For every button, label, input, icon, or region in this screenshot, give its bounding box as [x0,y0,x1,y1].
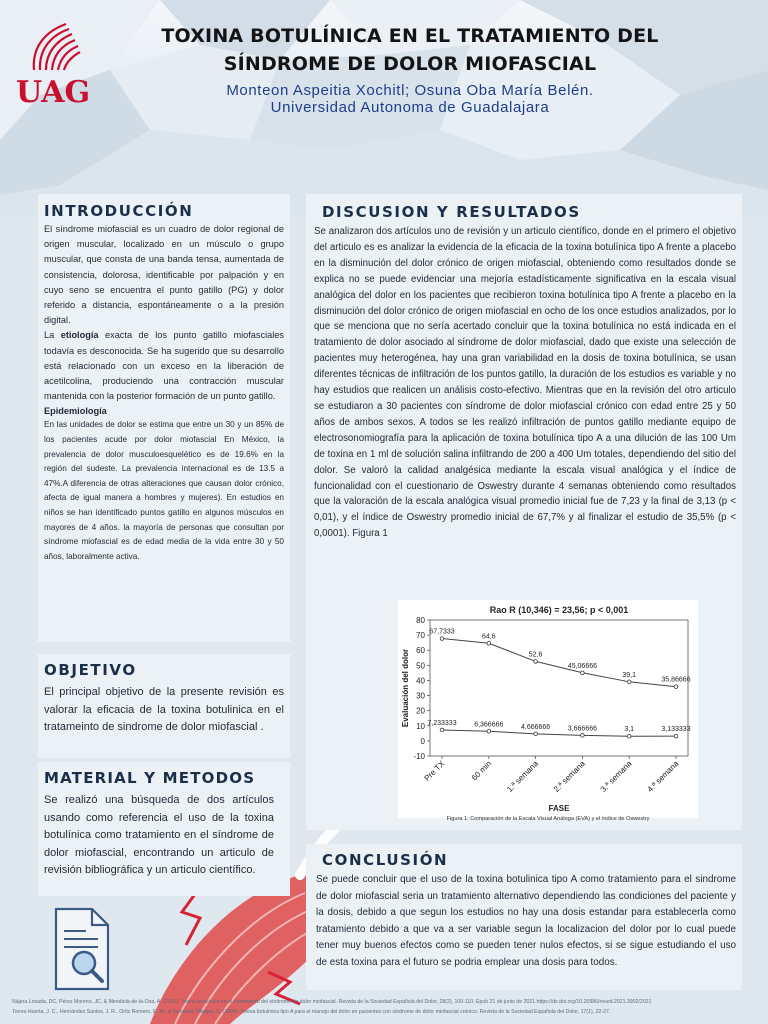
data-point [581,671,585,675]
data-label: 67,7333 [429,628,455,636]
material-panel [38,762,290,896]
svg-text:UAG: UAG [16,75,91,108]
title-line-1: TOXINA BOTULÍNICA EN EL TRATAMIENTO DEL [161,25,659,47]
data-point [440,728,444,732]
data-point [627,734,631,738]
data-label: 3,1 [624,726,635,734]
material-heading: MATERIAL Y METODOS [44,769,256,787]
data-point [487,641,491,645]
data-label: 3,666666 [567,725,598,733]
reference-2: Torres Huerta, J. C., Hernández Santos, J. R., Ortiz Romero, E. M., & Tenopala Villegas, S. (2008). Toxina botulínica tipo A para el manejo del dolor en pacientes con síndrome de dolor miofascial crónico. Revista de la Sociedad Española del Dolor, 17(1), 22-27. [12,1009,611,1015]
data-point [674,734,678,738]
y-tick-label: 80 [416,616,425,625]
chart-svg [398,600,698,818]
uag-logo [14,18,100,108]
y-tick-label: -10 [413,752,425,761]
intro-panel [38,194,290,642]
y-tick-label: 60 [416,646,425,656]
references [12,997,760,1017]
data-point [627,680,631,684]
x-axis-label: FASE [548,804,570,813]
data-point [534,732,538,736]
x-tick-label: 3.ª semana [598,759,634,794]
epidemiologia-heading: Epidemiología [44,406,107,417]
data-label: 4,666666 [520,723,551,731]
y-tick-label: 0 [420,736,425,746]
discusion-heading: DISCUSION Y RESULTADOS [322,203,581,221]
data-point [487,729,491,733]
intro-p2-pre: La [44,330,61,341]
document-search-icon [42,905,120,995]
authors-names: Monteon Aspeitia Xochitl; Osuna Oba María Belén. [226,82,594,99]
data-point [440,637,444,641]
intro-paragraph-2 [44,328,284,404]
objetivo-heading: OBJETIVO [44,661,137,679]
y-tick-label: 20 [416,706,425,716]
y-tick-label: 10 [416,721,425,731]
reference-1: Nájera Losada, DC, Pérez Moreno, JC, & Mendiola-de-la-Osa, A. (2021). Toxina botulínica en el tratamiento del síndrome de dolor miofascial. Revista de la Sociedad Española del Dolor, 28(2), 100-110. Epub 21 de junio de 2021.https://dx.doi.org/10.20986/resed.2021.3902/2021 [12,999,652,1005]
figure-caption: Figura 1: Comparación de la Escala Visual Análoga (EVA) y el índice de Oswestry [446,816,650,822]
objetivo-panel [38,654,290,758]
y-tick-label: 30 [416,691,425,701]
poster-title [110,22,710,78]
authors-institution: Universidad Autonoma de Guadalajara [270,99,550,116]
intro-paragraph-1: El síndrome miofascial es un cuadro de dolor regional de origen muscular, localizado en un músculo o grupo muscular, que consta de una banda tensa, aumentada de consistencia, dolorosa, identificable por palpación y en cuyo seno se encuentra el punto gatillo (PG) y dolor referido a distancia, espontáneamente o a la presión digital. [44,224,284,326]
data-label: 7,233333 [427,719,457,727]
conclusion-text: Se puede concluir que el uso de la toxina botulinica tipo A como tratamiento para el sindrome de dolor miofascial seria un tratamiento alternativo dependiendo las condiciones del paciente y la dosis, debido a que segun los estudios no hay una dosis estandar para establecerla como tratamiento debido a que va a ser variable segun la localizacion del dolor por lo cual puede tener muy buenos efectos como se pueden tener nulos efectos, si se sigue estudiando el uso de esta toxina para el futuro se podria emplear una dosis para todos. [316,874,736,968]
x-tick-label: Pre TX [422,759,447,783]
y-tick-label: 50 [416,661,425,671]
x-tick-label: 1.ª semana [505,759,541,794]
plot-frame [430,620,691,756]
data-label: 39,1 [622,671,637,679]
objetivo-text: El principal objetivo de la presente revisión es valorar la eficacia de la toxina botulinica en el tratameinto de sindrome de dolor miofascial . [44,686,284,734]
intro-heading: INTRODUCCIÓN [44,202,194,220]
conclusion-heading: CONCLUSIÓN [322,851,449,869]
figure-1 [398,600,698,818]
y-tick-label: 40 [416,676,425,686]
data-label: 35,86666 [661,676,691,684]
title-line-2: SÍNDROME DE DOLOR MIOFASCIAL [223,53,597,75]
data-label: 3,133333 [661,726,691,734]
data-label: 6,366666 [474,721,504,729]
series-line-1 [442,639,676,687]
x-tick-label: 4.ª semana [645,759,681,794]
conclusion-panel [306,844,742,990]
data-point [674,685,678,689]
series-line-2 [442,730,676,736]
y-axis-label: Evaluación del dolor [401,648,410,728]
material-text: Se realizó una búsqueda de dos artículos usando como referencia el uso de la toxina botulínica como tratamiento en el síndrome de dolor miofascial, encontrando un articulo de revisión bibliográfica y un articulo científico. [44,794,274,877]
data-label: 64,6 [481,633,496,641]
data-point [581,734,585,738]
x-tick-label: 60 min [469,759,494,783]
poster-authors [110,82,710,116]
y-tick-label: 70 [416,631,425,641]
data-point [534,660,538,664]
intro-etiologia: etiología [60,330,99,341]
discusion-text: Se analizaron dos artículos uno de revisión y un articulo científico, donde en el primero el objetivo del articulo es es analizar la evidencia de la eficacia de la toxina botulínica tipo A frente a placebo en la disminución del dolor crónico de origen miofascial, obteniendo como resultados donde se explica no se puede evidenciar una mejoría estadísticamente significativa en la escala visual analógica del dolor en los pacientes que recibieron toxina botulínica tipo A frente a placebo en la disminución del dolor crónico de origen miofascial en ocho de los once estudios analizados, por lo que se menciona que no sería acertado concluir que la toxina botulínica no está indicada en el tratamiento de dolor asociado al síndrome de dolor miofascial, dado que existe una selección de pacientes muy heterogénea, hay una gran variabilidad en la dosis de toxina botulínica, se usan diferentes técnicas de infiltración de los puntos gatillo, la duración de los estudios es variable y no hay estudios que realicen un análisis costo-efectivo. Mientras que en la revisión del otro articulo se estudiaron a 30 pacientes con síndrome de dolor miofascial crónico con edad entre 25 y 50 años de ambos sexos. A todos se les realizó infiltración de puntos gatillo mediante equipo de electrosonomiografía para la aplicación de toxina botulínica tipo A a una dilución de las 100 Um de toxina en 1 ml de solución salina infiltrando de 200 a 400 Um totales, dependiendo del sitio del dolor. Se valoró la calidad analgésica mediante la escala visual analógica y el índice de funcionalidad con el cuestionario de Oswestry durante 4 semanas obteniendo como resultados que la valoración de la escala analógica visual promedio inicial fue de 7,23 y la final de 3,13 (p < 0,01), y el índice de Oswestry promedio inicial de 67,7% y al finalizar el estudio de 35,5% (p < 0,0001). Figura 1 [314,226,736,540]
epidemiologia-text: En las unidades de dolor se estima que entre un 30 y un 85% de los pacientes acude por dolor miofascial En México, la prevalencia de dolor musculoesquelético es de 19.6% en la región del sudeste. La prevalencia internacional es de 13.5 a 47%.A diferencia de otras alteraciones que causan dolor crónico, afecta de igual manera a hombres y mujeres). En estudios en niños se han identificado puntos gatillo en algunos músculos en mayores de 4 años. la mayoría de personas que consultan por síndrome miofascial es de edad media de la vida entre 30 y 50 años, laboralmente activa. [44,420,284,561]
x-tick-label: 2.ª semana [551,759,587,794]
data-label: 52,6 [528,651,543,659]
chart-title: Rao R (10,346) = 23,56; p < 0,001 [489,605,629,615]
intro-p2-post: exacta de los punto gatillo miofasciales todavía es desconocida. Se ha sugerido que su desarrollo está relacionado con un exceso en la liberación de acetilcolina, produciendo una contracción muscular mantenida con la posterior formación de un punto gatillo. [44,330,284,402]
data-label: 45,06666 [567,662,598,670]
